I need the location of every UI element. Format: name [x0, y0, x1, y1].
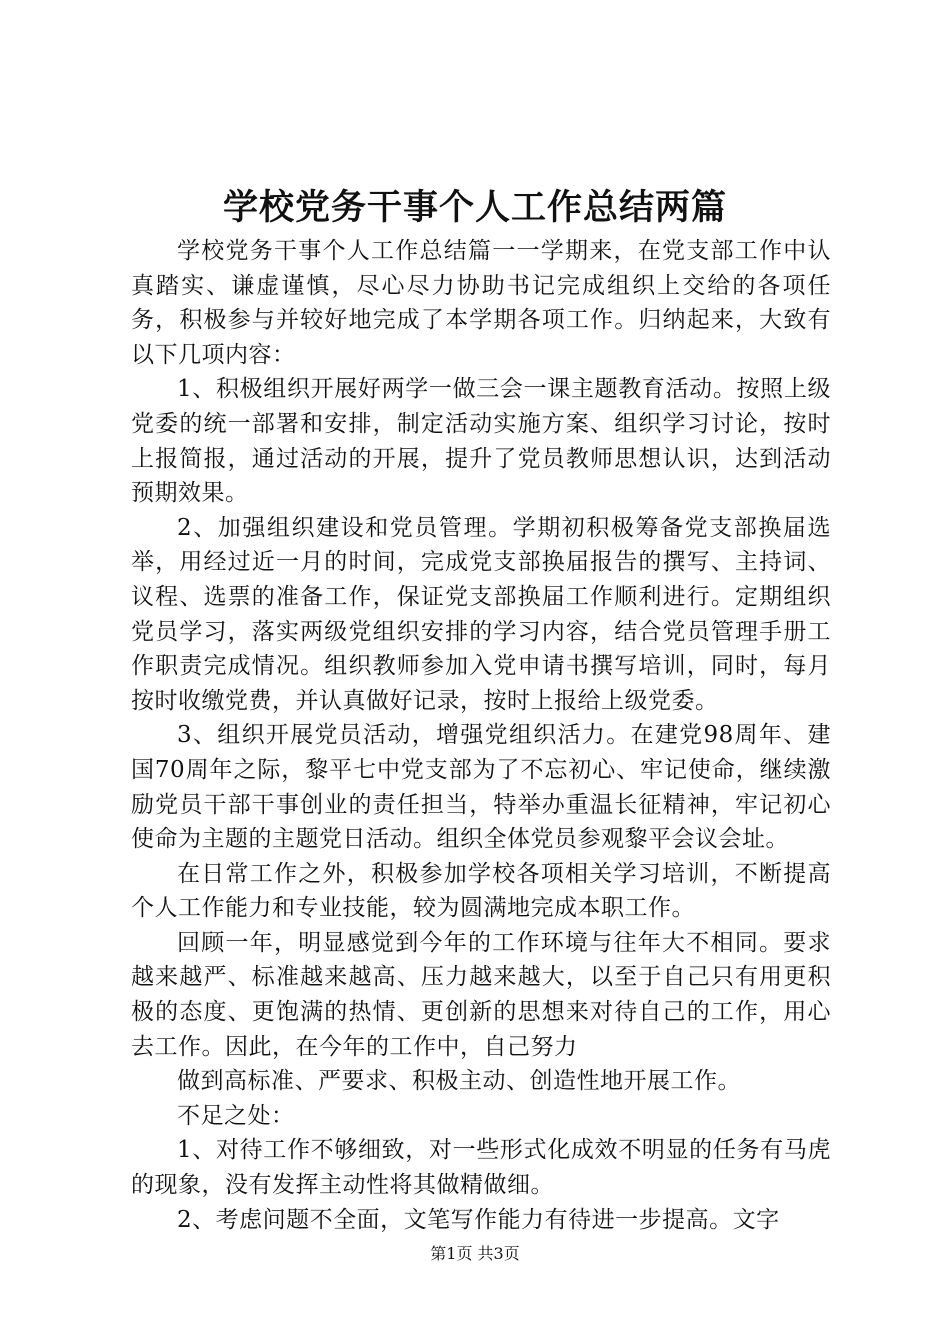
paragraph-item-2: 2、加强组织建设和党员管理。学期初积极筹备党支部换届选举，用经过近一月的时间，完成党支部换届报告的撰写、主持词、议程、选票的准备工作，保证党支部换届工作顺利进行。定期组织党员学习，落实两级党组织安排的学习内容，结合党员管理手册工作职责完成情况。组织教师参加入党申请书撰写培训，同时，每月按时收缴党费，并认真做好记录，按时上报给上级党委。: [131, 514, 831, 714]
paragraph-daily-work: 在日常工作之外，积极参加学校各项相关学习培训，不断提高个人工作能力和专业技能，较为圆满地完成本职工作。: [131, 860, 831, 922]
paragraph-review-continued: 做到高标准、严要求、积极主动、创造性地开展工作。: [177, 1068, 741, 1095]
paragraph-shortcomings-heading: 不足之处：: [177, 1102, 295, 1129]
paragraph-shortcoming-1: 1、对待工作不够细致，对一些形式化成效不明显的任务有马虎的现象，没有发挥主动性将其做精做细。: [131, 1137, 831, 1199]
paragraph-item-1: 1、积极组织开展好两学一做三会一课主题教育活动。按照上级党委的统一部署和安排，制定活动实施方案、组织学习讨论，按时上报简报，通过活动的开展，提升了党员教师思想认识，达到活动预期效果。: [131, 376, 831, 507]
paragraph-shortcoming-2: 2、考虑问题不全面，文笔写作能力有待进一步提高。文字: [177, 1206, 780, 1233]
page-footer: 第1页 共3页: [430, 1244, 520, 1263]
paragraph-intro: 学校党务干事个人工作总结篇一一学期来，在党支部工作中认真踏实、谦虚谨慎，尽心尽力协助书记完成组织上交给的各项任务，积极参与并较好地完成了本学期各项工作。归纳起来，大致有以下几项内容：: [131, 238, 831, 368]
paragraph-item-3: 3、组织开展党员活动，增强党组织活力。在建党98周年、建国70周年之际，黎平七中党支部为了不忘初心、牢记使命，继续激励党员干部干事创业的责任担当，特举办重温长征精神，牢记初心使命为主题的主题党日活动。组织全体党员参观黎平会议会址。: [131, 722, 831, 853]
document-body: [131, 234, 831, 1237]
document-title: 学校党务干事个人工作总结两篇: [222, 187, 727, 228]
paragraph-review: 回顾一年，明显感觉到今年的工作环境与往年大不相同。要求越来越严、标准越来越高、压力越来越大，以至于自己只有用更积极的态度、更饱满的热情、更创新的思想来对待自己的工作，用心去工作。因此，在今年的工作中，自己努力: [131, 929, 831, 1060]
